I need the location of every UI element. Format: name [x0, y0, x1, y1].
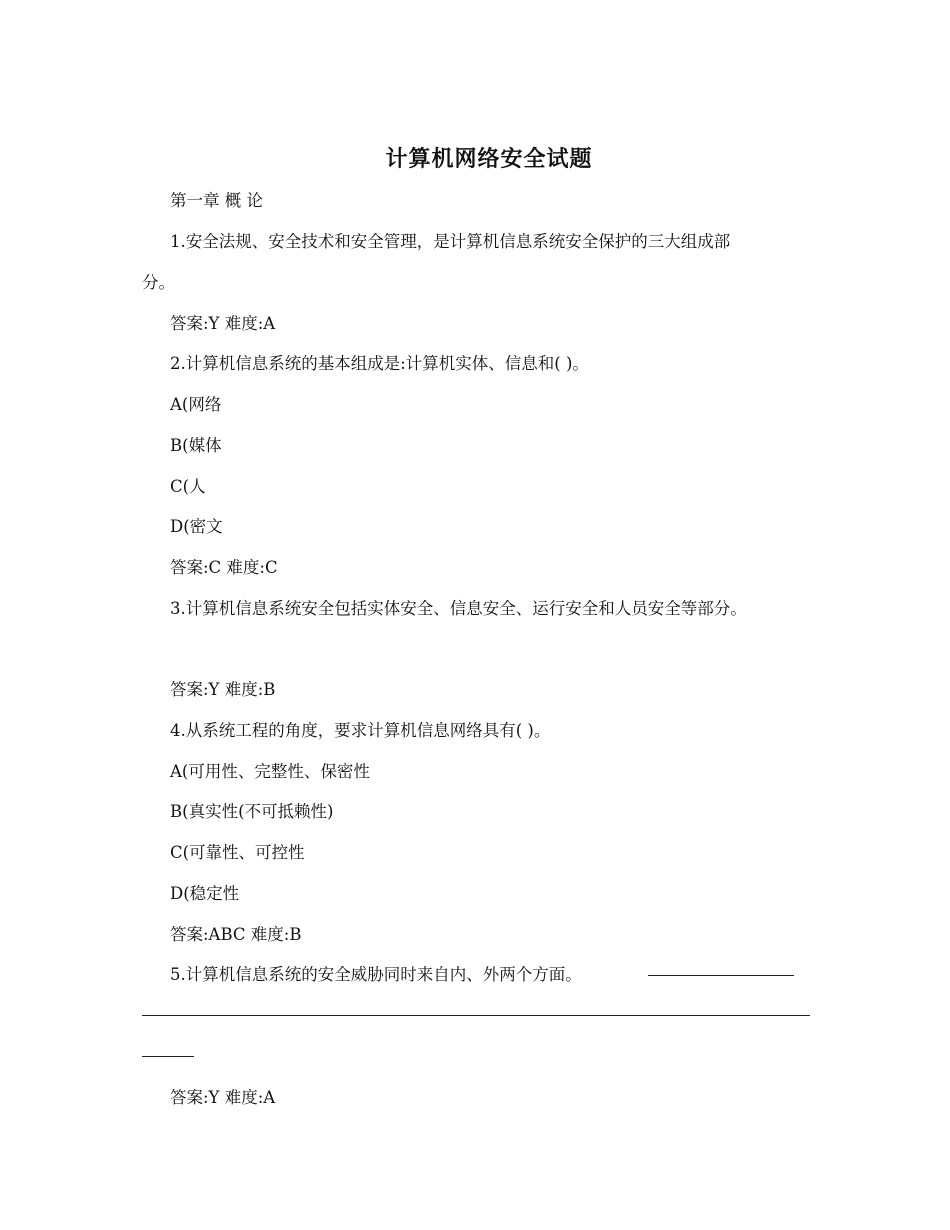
question-4: 4.从系统工程的角度，要求计算机信息网络具有( )。	[170, 721, 551, 740]
answer-2: 答案:C 难度:C	[170, 558, 278, 577]
question-4-option-c: C(可靠性、可控性	[170, 843, 305, 862]
question-5: 5.计算机信息系统的安全威胁同时来自内、外两个方面。	[170, 965, 582, 984]
question-3: 3.计算机信息系统安全包括实体安全、信息安全、运行安全和人员安全等部分。	[170, 599, 747, 618]
answer-5: 答案:Y 难度:A	[170, 1088, 276, 1107]
question-2-option-d: D(密文	[170, 517, 223, 536]
question-2-option-b: B(媒体	[170, 436, 222, 455]
question-4-option-a: A(可用性、完整性、保密性	[170, 762, 370, 781]
document-title: 计算机网络安全试题	[385, 146, 593, 172]
dash-rule-1	[648, 975, 794, 976]
dash-rule-3	[142, 1056, 194, 1057]
question-1-line-2: 分。	[142, 273, 175, 292]
question-1-line-1: 1.安全法规、安全技术和安全管理，是计算机信息系统安全保护的三大组成部	[170, 232, 731, 251]
question-4-option-d: D(稳定性	[170, 884, 240, 903]
chapter-heading: 第一章 概 论	[170, 191, 263, 210]
answer-1: 答案:Y 难度:A	[170, 314, 276, 333]
answer-4: 答案:ABC 难度:B	[170, 925, 302, 944]
question-4-option-b: B(真实性(不可抵赖性)	[170, 802, 334, 821]
question-2-option-c: C(人	[170, 477, 206, 496]
question-2: 2.计算机信息系统的基本组成是:计算机实体、信息和( )。	[170, 354, 589, 373]
question-2-option-a: A(网络	[170, 395, 222, 414]
dash-rule-2	[142, 1015, 810, 1016]
answer-3: 答案:Y 难度:B	[170, 680, 276, 699]
